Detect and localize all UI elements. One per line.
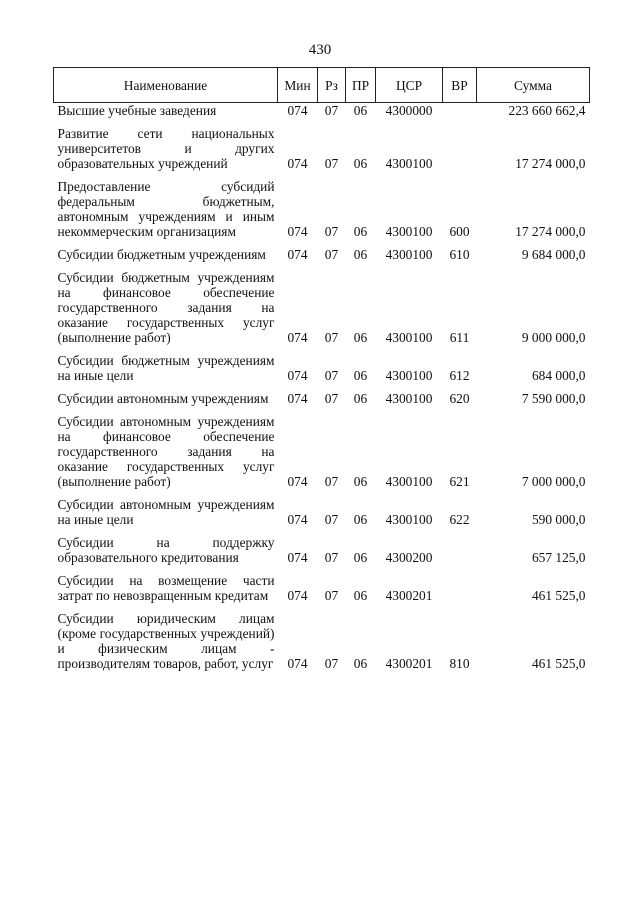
cell-rz: 07 — [324, 391, 339, 406]
table-row — [54, 535, 590, 565]
cell-vr: 600 — [449, 224, 470, 239]
header-csr: ЦСР — [376, 68, 443, 103]
cell-vr: 610 — [449, 247, 470, 262]
cell-pr: 06 — [353, 512, 368, 527]
cell-sum: 684 000,0 — [531, 368, 586, 383]
cell-vr — [443, 535, 477, 565]
cell-sum: 590 000,0 — [531, 512, 586, 527]
cell-vr — [443, 573, 477, 603]
row-spacer-cell — [54, 118, 590, 126]
cell-sum: 17 274 000,0 — [515, 156, 586, 171]
cell-vr — [443, 126, 477, 171]
row-spacer — [54, 383, 590, 391]
header-pr: ПР — [346, 68, 376, 103]
cell-min: 074 — [287, 224, 308, 239]
cell-vr: 621 — [449, 474, 470, 489]
row-spacer — [54, 489, 590, 497]
row-spacer — [54, 171, 590, 179]
cell-vr: 810 — [449, 656, 470, 671]
row-spacer-cell — [54, 171, 590, 179]
row-spacer — [54, 406, 590, 414]
row-spacer — [54, 527, 590, 535]
cell-name: Предоставление субсидий федеральным бюджетным, автономным учреждениям и иным некоммерческим организациям — [57, 179, 275, 239]
cell-name: Субсидии бюджетным учреждениям — [57, 247, 266, 262]
table-row — [54, 611, 590, 671]
cell-sum: 461 525,0 — [531, 588, 586, 603]
row-spacer — [54, 239, 590, 247]
cell-pr: 06 — [353, 156, 368, 171]
cell-name: Субсидии автономным учреждениям на финансовое обеспечение государственного задания на оказание государственных услуг (выполнение работ) — [57, 414, 275, 489]
cell-sum: 9 000 000,0 — [521, 330, 586, 345]
cell-min: 074 — [287, 550, 308, 565]
row-spacer — [54, 118, 590, 126]
cell-sum: 7 000 000,0 — [521, 474, 586, 489]
cell-vr: 611 — [449, 330, 470, 345]
cell-vr: 612 — [449, 368, 470, 383]
table-row — [54, 497, 590, 527]
table-row — [54, 247, 590, 262]
table-row — [54, 353, 590, 383]
cell-csr: 4300100 — [385, 330, 433, 345]
row-spacer-cell — [54, 565, 590, 573]
table-row — [54, 391, 590, 406]
cell-rz: 07 — [324, 656, 339, 671]
row-spacer-cell — [54, 527, 590, 535]
cell-min: 074 — [287, 656, 308, 671]
row-spacer-cell — [54, 345, 590, 353]
cell-csr: 4300201 — [385, 588, 433, 603]
cell-rz: 07 — [324, 368, 339, 383]
row-spacer — [54, 262, 590, 270]
cell-name: Субсидии юридическим лицам (кроме государственных учреждений) и физическим лицам - производителям товаров, работ, услуг — [57, 611, 275, 671]
cell-rz: 07 — [324, 588, 339, 603]
cell-pr: 06 — [353, 224, 368, 239]
cell-csr: 4300200 — [385, 550, 433, 565]
cell-vr: 622 — [449, 512, 470, 527]
cell-pr: 06 — [353, 656, 368, 671]
cell-min: 074 — [287, 103, 308, 118]
header-rz: Рз — [318, 68, 346, 103]
cell-sum: 7 590 000,0 — [521, 391, 586, 406]
cell-csr: 4300100 — [385, 224, 433, 239]
table-row — [54, 126, 590, 171]
header-sum: Сумма — [477, 68, 590, 103]
row-spacer-cell — [54, 239, 590, 247]
row-spacer — [54, 345, 590, 353]
cell-csr: 4300100 — [385, 368, 433, 383]
header-min: Мин — [278, 68, 318, 103]
cell-pr: 06 — [353, 588, 368, 603]
cell-rz: 07 — [324, 156, 339, 171]
cell-pr: 06 — [353, 391, 368, 406]
cell-csr: 4300100 — [385, 391, 433, 406]
table-row — [54, 414, 590, 489]
header-vr: ВР — [443, 68, 477, 103]
cell-rz: 07 — [324, 103, 339, 118]
cell-pr: 06 — [353, 103, 368, 118]
cell-min: 074 — [287, 588, 308, 603]
table-row — [54, 270, 590, 345]
cell-csr: 4300100 — [385, 156, 433, 171]
cell-pr: 06 — [353, 550, 368, 565]
page-number: 430 — [308, 42, 332, 58]
cell-sum: 461 525,0 — [531, 656, 586, 671]
row-spacer — [54, 603, 590, 611]
row-spacer — [54, 565, 590, 573]
table-header-row — [54, 68, 590, 103]
cell-rz: 07 — [324, 550, 339, 565]
row-spacer-cell — [54, 489, 590, 497]
cell-name: Субсидии автономным учреждениям — [57, 391, 269, 406]
cell-name: Субсидии бюджетным учреждениям на иные цели — [57, 353, 275, 383]
header-name: Наименование — [54, 68, 278, 103]
cell-min: 074 — [287, 474, 308, 489]
cell-rz: 07 — [324, 224, 339, 239]
cell-min: 074 — [287, 330, 308, 345]
cell-csr: 4300100 — [385, 512, 433, 527]
cell-sum: 657 125,0 — [531, 550, 586, 565]
cell-csr: 4300000 — [385, 103, 433, 118]
cell-sum: 223 660 662,4 — [508, 103, 586, 118]
table-row — [54, 103, 590, 119]
cell-pr: 06 — [353, 247, 368, 262]
cell-sum: 17 274 000,0 — [515, 224, 586, 239]
cell-name: Высшие учебные заведения — [57, 103, 217, 118]
cell-csr: 4300201 — [385, 656, 433, 671]
cell-name: Субсидии на возмещение части затрат по невозвращенным кредитам — [57, 573, 275, 603]
cell-min: 074 — [287, 512, 308, 527]
cell-vr: 620 — [449, 391, 470, 406]
cell-min: 074 — [287, 156, 308, 171]
cell-rz: 07 — [324, 247, 339, 262]
cell-rz: 07 — [324, 330, 339, 345]
cell-pr: 06 — [353, 474, 368, 489]
row-spacer-cell — [54, 603, 590, 611]
cell-name: Субсидии бюджетным учреждениям на финансовое обеспечение государственного задания на оказание государственных услуг (выполнение работ) — [57, 270, 275, 345]
row-spacer-cell — [54, 262, 590, 270]
row-spacer-cell — [54, 406, 590, 414]
cell-pr: 06 — [353, 368, 368, 383]
cell-sum: 9 684 000,0 — [521, 247, 586, 262]
cell-name: Субсидии автономным учреждениям на иные цели — [57, 497, 275, 527]
cell-csr: 4300100 — [385, 247, 433, 262]
budget-table — [53, 67, 590, 671]
table-body — [54, 103, 590, 672]
cell-vr — [443, 103, 477, 119]
row-spacer-cell — [54, 383, 590, 391]
table-row — [54, 179, 590, 239]
cell-min: 074 — [287, 391, 308, 406]
cell-name: Субсидии на поддержку образовательного кредитования — [57, 535, 275, 565]
cell-min: 074 — [287, 247, 308, 262]
cell-rz: 07 — [324, 474, 339, 489]
cell-pr: 06 — [353, 330, 368, 345]
cell-rz: 07 — [324, 512, 339, 527]
cell-min: 074 — [287, 368, 308, 383]
cell-csr: 4300100 — [385, 474, 433, 489]
cell-name: Развитие сети национальных университетов и других образовательных учреждений — [57, 126, 275, 171]
table-row — [54, 573, 590, 603]
